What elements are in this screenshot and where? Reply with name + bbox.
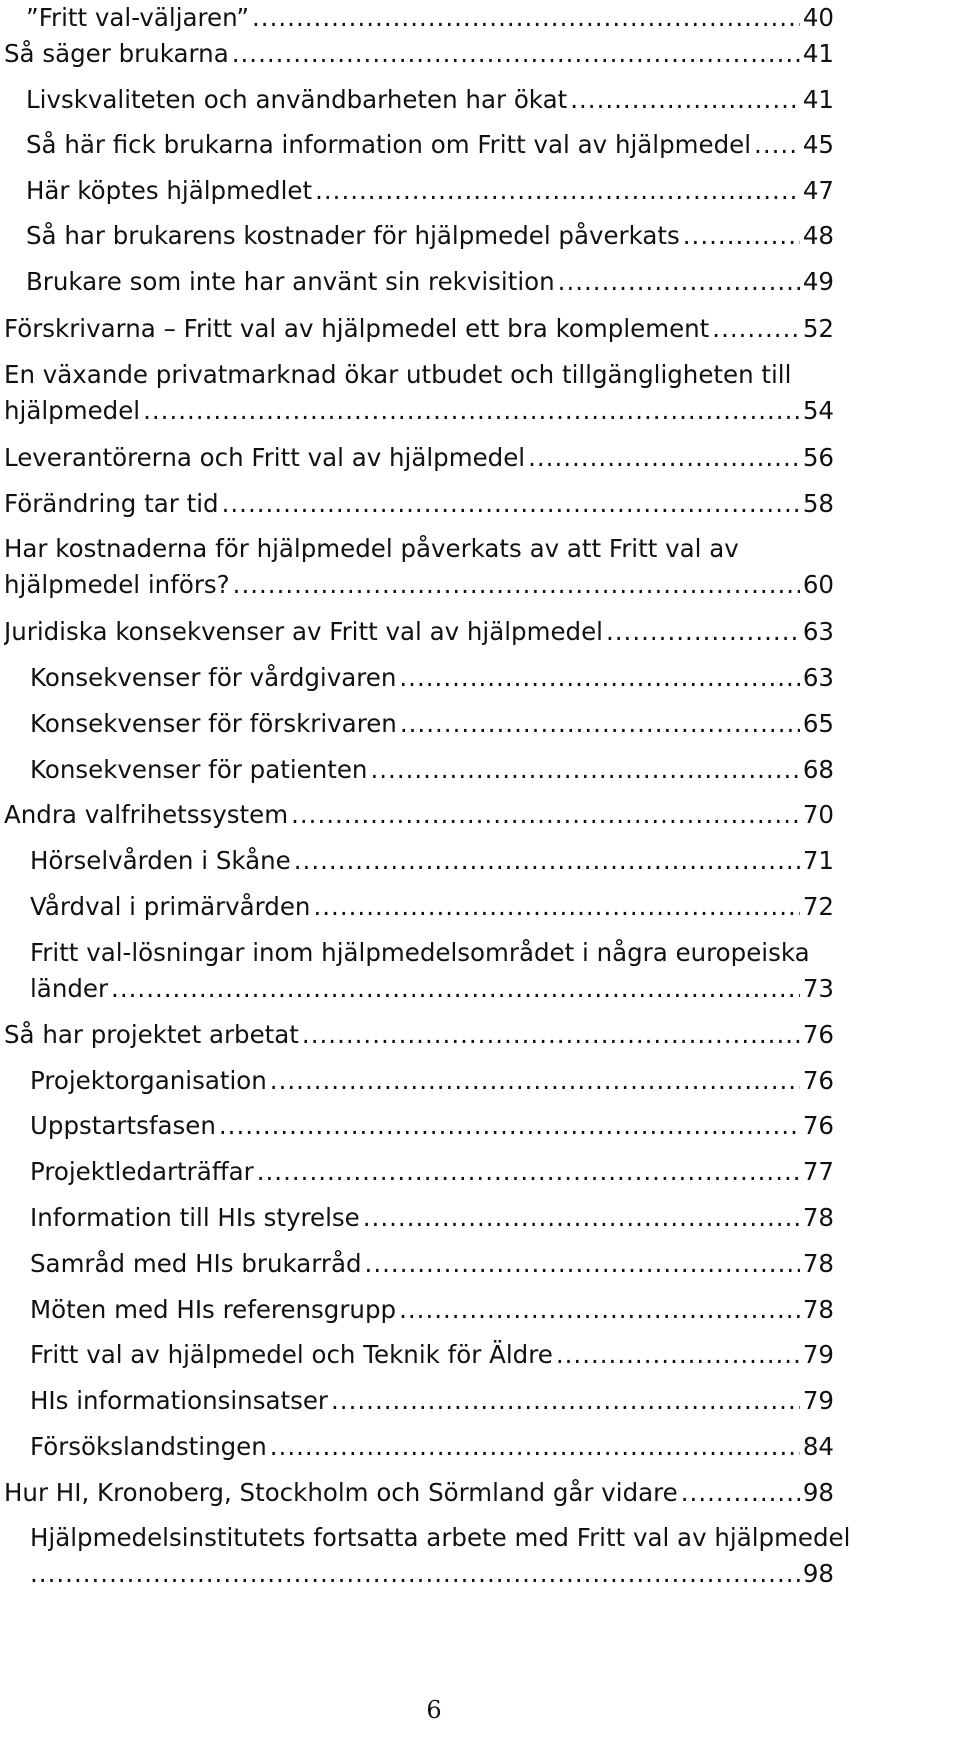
toc-entry-title: Så har brukarens kostnader för hjälpmedel påverkats	[26, 221, 680, 250]
toc-dot-leader	[313, 889, 799, 925]
toc-dot-leader	[365, 1246, 800, 1282]
toc-entry-title: Uppstartsfasen	[30, 1111, 216, 1140]
toc-entry-page: 79	[802, 1386, 834, 1415]
toc-entry[interactable]	[30, 660, 836, 696]
toc-entry-page: 76	[802, 1111, 834, 1140]
toc-entry-page: 45	[802, 130, 834, 159]
toc-entry[interactable]	[26, 0, 836, 36]
toc-entry-page: 65	[802, 709, 834, 738]
toc-entry-title: Brukare som inte har använt sin rekvisition	[26, 267, 555, 296]
toc-entry-page: 40	[802, 3, 834, 32]
toc-entry-title: Hur HI, Kronoberg, Stockholm och Sörmland går vidare	[4, 1478, 678, 1507]
toc-dot-leader	[606, 614, 800, 650]
toc-entry-page: 58	[802, 489, 834, 518]
toc-entry[interactable]	[4, 36, 836, 72]
toc-entry-page: 56	[802, 443, 834, 472]
toc-dot-leader	[370, 752, 799, 788]
toc-entry[interactable]	[30, 1200, 836, 1236]
toc-entry-title: Konsekvenser för vårdgivaren	[30, 663, 397, 692]
toc-entry[interactable]	[30, 1108, 836, 1144]
toc-dot-leader	[712, 311, 800, 347]
toc-entry-title: Juridiska konsekvenser av Fritt val av hjälpmedel	[4, 617, 603, 646]
toc-entry[interactable]	[4, 531, 836, 603]
toc-entry-page: 72	[802, 892, 834, 921]
toc-entry[interactable]	[4, 1475, 836, 1511]
toc-dot-leader	[302, 1017, 800, 1053]
toc-entry[interactable]	[30, 1063, 836, 1099]
toc-entry-title: Här köptes hjälpmedlet	[26, 176, 313, 205]
toc-entry-title: Information till HIs styrelse	[30, 1203, 360, 1232]
toc-entry[interactable]	[30, 1246, 836, 1282]
toc-entry-page: 73	[802, 974, 834, 1003]
toc-entry[interactable]	[30, 1292, 836, 1328]
toc-entry-title-line1: En växande privatmarknad ökar utbudet och tillgängligheten till	[4, 360, 792, 389]
toc-entry[interactable]	[4, 311, 836, 347]
toc-entry-page: 63	[802, 663, 834, 692]
toc-entry-title: Så säger brukarna	[4, 39, 229, 68]
toc-entry-title: Livskvaliteten och användbarheten har ökat	[26, 85, 568, 114]
toc-entry-page: 54	[802, 396, 834, 425]
toc-entry-page: 78	[802, 1249, 834, 1278]
toc-dot-leader	[30, 1556, 800, 1592]
toc-entry[interactable]	[30, 1154, 836, 1190]
toc-entry-title: Vårdval i primärvården	[30, 892, 311, 921]
toc-entry-page: 71	[802, 846, 834, 875]
toc-entry-title-line2: hjälpmedel införs?	[4, 570, 230, 599]
toc-entry[interactable]	[30, 706, 836, 742]
toc-dot-leader	[528, 440, 800, 476]
toc-entry-title-line2: länder	[30, 974, 109, 1003]
toc-dot-leader	[754, 127, 800, 163]
toc-dot-leader	[291, 797, 800, 833]
toc-entry-title: Projektledarträffar	[30, 1157, 254, 1186]
toc-entry-page: 98	[802, 1478, 834, 1507]
toc-entry-title-line1: Fritt val-lösningar inom hjälpmedelsområdet i några europeiska	[30, 938, 810, 967]
toc-entry-page: 84	[802, 1432, 834, 1461]
toc-entry-page: 52	[802, 314, 834, 343]
toc-entry-page: 41	[802, 39, 834, 68]
toc-entry-page: 68	[802, 755, 834, 784]
toc-entry-page: 47	[802, 176, 834, 205]
toc-entry-page: 63	[802, 617, 834, 646]
toc-entry-title: Konsekvenser för förskrivaren	[30, 709, 397, 738]
toc-entry-page: 60	[802, 570, 834, 599]
toc-dot-leader	[558, 264, 800, 300]
toc-entry[interactable]	[26, 82, 836, 118]
toc-entry[interactable]	[26, 173, 836, 209]
toc-dot-leader	[331, 1383, 800, 1419]
toc-entry[interactable]	[30, 752, 836, 788]
toc-entry[interactable]	[4, 1017, 836, 1053]
toc-entry-title-line1: Hjälpmedelsinstitutets fortsatta arbete med Fritt val av hjälpmedel	[30, 1523, 851, 1552]
toc-entry[interactable]	[30, 1520, 851, 1592]
toc-dot-leader	[111, 971, 800, 1007]
toc-entry-page: 78	[802, 1203, 834, 1232]
toc-entry-title-line2: hjälpmedel	[4, 396, 141, 425]
toc-entry-title: ”Fritt val-väljaren”	[26, 3, 250, 32]
toc-entry-title: Möten med HIs referensgrupp	[30, 1295, 397, 1324]
toc-dot-leader	[252, 0, 800, 36]
toc-dot-leader	[683, 218, 800, 254]
toc-entry-page: 78	[802, 1295, 834, 1324]
toc-dot-leader	[556, 1337, 800, 1373]
toc-entry-title: Andra valfrihetssystem	[4, 800, 289, 829]
toc-entry[interactable]	[4, 614, 836, 650]
toc-dot-leader	[681, 1475, 800, 1511]
toc-dot-leader	[270, 1429, 800, 1465]
toc-entry-title: Förskrivarna – Fritt val av hjälpmedel ett bra komplement	[4, 314, 710, 343]
toc-dot-leader	[222, 486, 800, 522]
toc-dot-leader	[143, 393, 800, 429]
toc-entry[interactable]	[30, 935, 836, 1007]
toc-dot-leader	[399, 1292, 800, 1328]
toc-entry-page: 48	[802, 221, 834, 250]
toc-dot-leader	[363, 1200, 800, 1236]
toc-entry[interactable]	[4, 357, 836, 429]
toc-dot-leader	[270, 1063, 800, 1099]
toc-entry[interactable]	[30, 1337, 836, 1373]
toc-entry-title: Leverantörerna och Fritt val av hjälpmedel	[4, 443, 526, 472]
toc-entry[interactable]	[4, 797, 836, 833]
toc-dot-leader	[233, 567, 800, 603]
toc-entry[interactable]	[30, 889, 836, 925]
toc-entry-title: Förändring tar tid	[4, 489, 219, 518]
toc-dot-leader	[219, 1108, 800, 1144]
toc-entry[interactable]	[4, 486, 836, 522]
toc-entry-page: 49	[802, 267, 834, 296]
toc-entry-page: 77	[802, 1157, 834, 1186]
toc-entry-title: Projektorganisation	[30, 1066, 267, 1095]
toc-entry-title: Så här fick brukarna information om Fritt val av hjälpmedel	[26, 130, 752, 159]
toc-dot-leader	[315, 173, 800, 209]
toc-entry-page: 76	[802, 1020, 834, 1049]
toc-entry-page: 98	[802, 1559, 834, 1588]
toc-entry[interactable]	[30, 843, 836, 879]
toc-entry-title: Så har projektet arbetat	[4, 1020, 299, 1049]
toc-entry-title: Konsekvenser för patienten	[30, 755, 368, 784]
toc-entry-title: Samråd med HIs brukarråd	[30, 1249, 362, 1278]
toc-entry-title: HIs informationsinsatser	[30, 1386, 328, 1415]
toc-entry[interactable]	[4, 440, 836, 476]
toc-entry[interactable]	[26, 127, 836, 163]
toc-entry-title: Försökslandstingen	[30, 1432, 267, 1461]
toc-dot-leader	[570, 82, 800, 118]
toc-entry-page: 79	[802, 1340, 834, 1369]
toc-entry[interactable]	[30, 1429, 836, 1465]
toc-entry-page: 41	[802, 85, 834, 114]
page-number: 6	[426, 1696, 442, 1724]
toc-dot-leader	[400, 706, 800, 742]
toc-entry-title-line1: Har kostnaderna för hjälpmedel påverkats av att Fritt val av	[4, 534, 739, 563]
toc-entry-page: 76	[802, 1066, 834, 1095]
toc-entry[interactable]	[26, 264, 836, 300]
toc-entry-title: Hörselvården i Skåne	[30, 846, 291, 875]
toc-entry-page: 70	[802, 800, 834, 829]
toc-entry[interactable]	[26, 218, 836, 254]
toc-dot-leader	[232, 36, 800, 72]
toc-dot-leader	[294, 843, 800, 879]
toc-entry[interactable]	[30, 1383, 836, 1419]
toc-dot-leader	[399, 660, 799, 696]
toc-dot-leader	[257, 1154, 800, 1190]
toc-entry-title: Fritt val av hjälpmedel och Teknik för Äldre	[30, 1340, 553, 1369]
